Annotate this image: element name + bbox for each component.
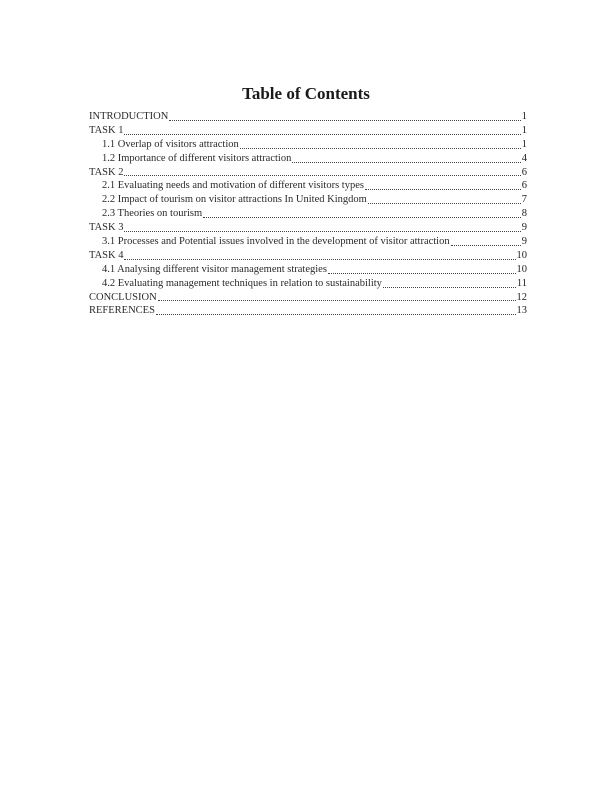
toc-entry[interactable] — [89, 221, 527, 235]
toc-entry[interactable] — [89, 179, 527, 193]
toc-entry[interactable] — [89, 235, 527, 249]
toc-dot-leader — [368, 202, 521, 204]
toc-entry-label: TASK 4 — [89, 249, 124, 261]
toc-entry-page-number: 7 — [521, 194, 527, 206]
toc-entry-page-number: 9 — [521, 222, 527, 234]
toc-dot-leader — [292, 161, 520, 163]
toc-entry-label: 2.1 Evaluating needs and motivation of different visitors types — [102, 180, 364, 192]
toc-dot-leader — [169, 119, 520, 121]
toc-entry-label: 3.1 Processes and Potential issues involved in the development of visitor attraction — [102, 236, 450, 248]
toc-entry-page-number: 1 — [521, 138, 527, 150]
toc-dot-leader — [328, 272, 516, 274]
toc-entry-label: TASK 3 — [89, 222, 124, 234]
toc-entry[interactable] — [89, 110, 527, 124]
toc-entry-label: TASK 1 — [89, 124, 124, 136]
toc-entry-label: CONCLUSION — [89, 291, 157, 303]
toc-entry-label: 1.2 Importance of different visitors attraction — [102, 152, 292, 164]
toc-entry-page-number: 8 — [521, 208, 527, 220]
toc-entry-label: INTRODUCTION — [89, 111, 169, 122]
toc-entry-label: 4.1 Analysing different visitor management strategies — [102, 263, 327, 275]
toc-entry[interactable] — [89, 304, 527, 318]
toc-entry[interactable] — [89, 249, 527, 263]
toc-dot-leader — [124, 133, 520, 135]
toc-entry-page-number: 6 — [521, 166, 527, 178]
toc-dot-leader — [124, 174, 520, 176]
toc-entry-page-number: 11 — [516, 277, 527, 289]
toc-entry[interactable] — [89, 263, 527, 277]
toc-dot-leader — [451, 244, 521, 246]
toc-entry[interactable] — [89, 166, 527, 180]
toc-entry-label: TASK 2 — [89, 166, 124, 178]
toc-entry-label: 2.2 Impact of tourism on visitor attractions In United Kingdom — [102, 194, 367, 206]
toc-dot-leader — [203, 216, 521, 218]
toc-entry[interactable] — [89, 207, 527, 221]
toc-entry-label: 1.1 Overlap of visitors attraction — [102, 138, 239, 150]
toc-entry[interactable] — [89, 152, 527, 166]
toc-entry[interactable] — [89, 138, 527, 152]
toc-dot-leader — [365, 188, 521, 190]
toc-entry-page-number: 13 — [516, 305, 527, 317]
toc-entry-page-number: 4 — [521, 152, 527, 164]
toc-entry[interactable] — [89, 277, 527, 291]
toc-entry-page-number: 12 — [516, 291, 527, 303]
toc-dot-leader — [124, 230, 520, 232]
toc-entry[interactable] — [89, 124, 527, 138]
toc-entry-page-number: 9 — [521, 236, 527, 248]
toc-entry-page-number: 10 — [516, 249, 527, 261]
toc-list — [89, 110, 527, 318]
toc-dot-leader — [383, 286, 516, 288]
toc-entry-page-number: 10 — [516, 263, 527, 275]
toc-entry[interactable] — [89, 193, 527, 207]
toc-dot-leader — [124, 258, 515, 260]
toc-entry-page-number: 1 — [521, 124, 527, 136]
toc-entry-page-number: 6 — [521, 180, 527, 192]
toc-entry-label: 4.2 Evaluating management techniques in relation to sustainability — [102, 277, 382, 289]
toc-dot-leader — [240, 147, 521, 149]
toc-dot-leader — [158, 299, 516, 301]
toc-entry-label: REFERENCES — [89, 305, 155, 317]
toc-dot-leader — [156, 313, 516, 315]
toc-entry-label: 2.3 Theories on tourism — [102, 208, 203, 220]
toc-title: Table of Contents — [242, 84, 370, 103]
toc-entry-page-number: 1 — [521, 111, 527, 122]
toc-entry[interactable] — [89, 291, 527, 305]
